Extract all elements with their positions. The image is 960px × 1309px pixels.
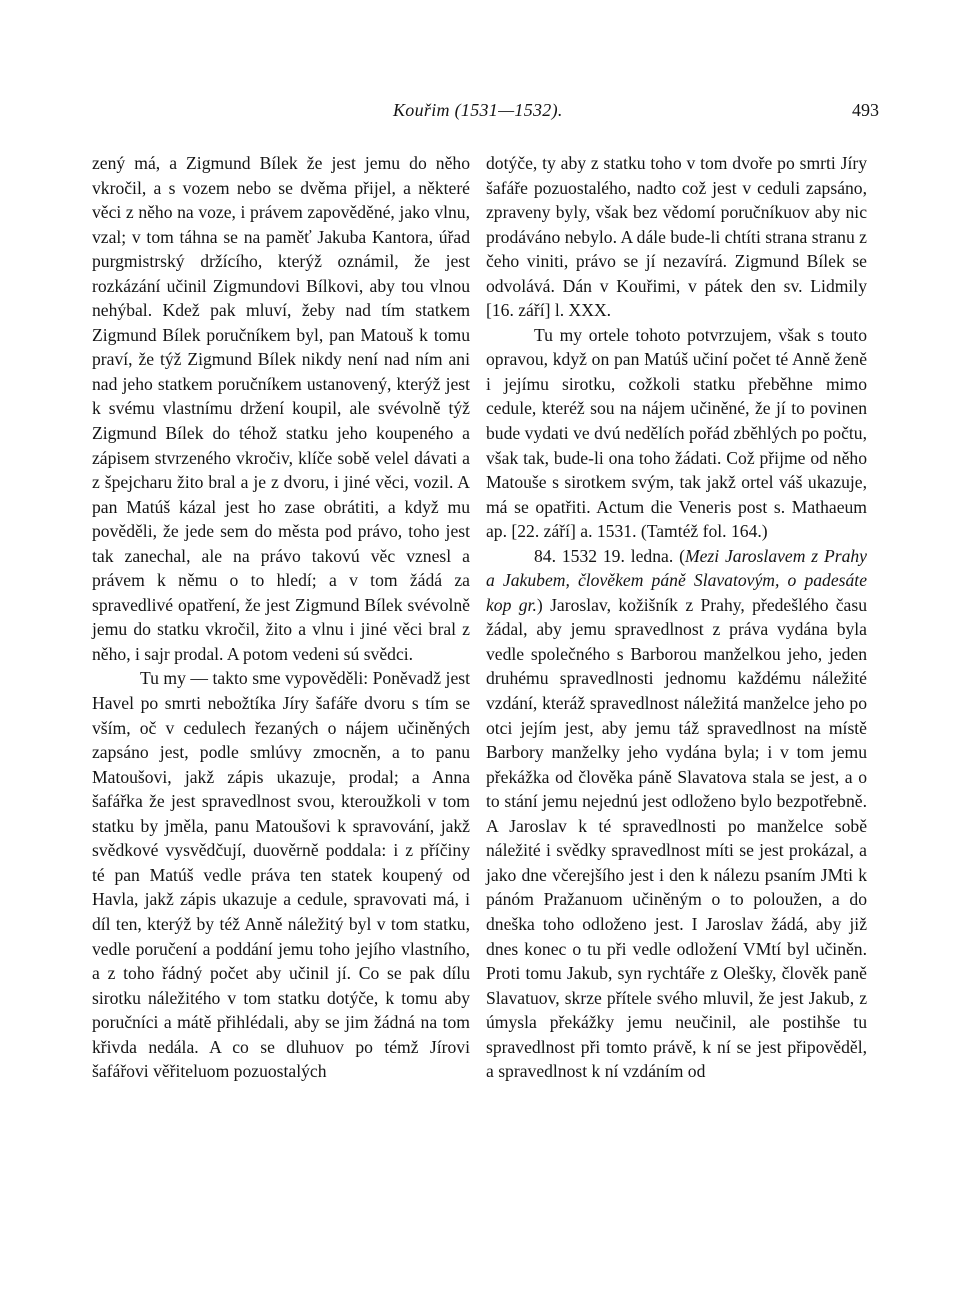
page-header [93, 100, 879, 126]
left-column [92, 151, 470, 1084]
entry-title-italic: Mezi Jaroslavem z Prahy a Jakubem, člověkem páně Slavatovým, o padesáte kop gr. [486, 545, 867, 615]
page-number: 493 [852, 100, 879, 120]
right-paragraph-3 [486, 544, 867, 1084]
entry-lead: 84. 1532 19. ledna. ( [534, 545, 685, 566]
right-paragraph-2: Tu my ortele tohoto potvrzujem, však s touto opravou, když on pan Matúš učiní počet té Anně ženě i jejímu sirotku, cožkoli statku přeběhne mimo cedule, kteréž sou na nájem učiněné, že jí to povinen bude vydati ve dvú nedělích pořád zběhlých po počtu, však tak, bude-li ona toho žádati. Což přijme od něho Matouše s sirotkem svým, tak jakž ortel váš ukazuje, má se opatřiti. Actum die Veneris post s. Mathaeum ap. [22. září] a. 1531. (Tamtéž fol. 164.) [486, 324, 867, 542]
left-paragraph-2: Tu my — takto sme vypověděli: Poněvadž jest Havel po smrti nebožtíka Jíry šafáře dvoru s tím se vším, oč v cedulech řezaných o nájem učiněných zapsáno jest, podle smlúvy zmocněn, a to panu Matoušovi, jakž zápis ukazuje, prodal; a Anna šafářka že jest spravedlnost svou, kteroužkoli v tom statku by jměla, panu Matoušovi k spravování, jakž svědkové vysvědčují, duověrně poddala: i z příčiny té pan Matúš vedle práva ten statek koupený od Havla, jakž zápis ukazuje a cedule, spravovati má, i díl ten, kterýž by též Anně náležitý byl v tom statku, vedle poručení a poddání jemu toho jejího vlastního, a z toho řádný počet aby učinil jí. Co se pak dílu sirotku náležitého v tom statku dotýče, k tomu aby poručníci a mátě přihlédali, aby se jim žádná na tom křivda nedála. A co se dluhuov po témž Jírovi šafářovi věřiteluom pozuostalých [92, 668, 470, 1082]
entry-body: ) Jaroslav, kožišník z Prahy, předešlého času žádal, aby jemu spravedlnost z práva vydána byla vedle společného s Barborou manželkou jeho, jeden druhému spravedlnosti jednomu každému náležité vzdání, kteráž spravedlnost náležitá manželce jeho po otci jejím jest, aby jemu táž spravedlnost na místě Barbory manželky jeho vydána byla; i v tom jemu překážka od člověka páně Slavatova stala se jest, a o to stání jemu nejednú jest odloženo bylo bezpotřebně. A Jaroslav k té spravedlnosti po manželce sobě náležité i svědky spravedlnost míti se jest prokázal, a jako dne včerejšího jest i den k nálezu psaním JMti k pánóm Pražanuom učiněným o to poloužen, a do dneška toho odloženo jest. I Jaroslav žádá, aby již dnes konec o tu při vedle odložení VMtí byl učiněn. Proti tomu Jakub, syn rychtáře z Olešky, člověk paně Slavatuov, skrze přítele svého mluvil, že jest Jakub, z úmysla překážky jemu neučinil, ale postihše tu spravedlnost při tomto právě, k ní se jest připověděl, a spravedlnost k ní vzdáním od [486, 594, 867, 1082]
right-column [486, 151, 867, 1084]
right-paragraph-1: dotýče, ty aby z statku toho v tom dvoře po smrti Jíry šafáře pozuostalého, nadto což jest v ceduli zapsáno, zpraveny byly, však bez vědomí poručníkuov aby nic prodáváno nebylo. A dále bude-li chtíti strana stranu z čeho viniti, právo se jí nezavírá. Zigmund Bílek se odvolává. Dán v Kouřimi, v pátek den sv. Lidmily [16. září] l. XXX. [486, 153, 867, 321]
left-paragraph-1: zený má, a Zigmund Bílek že jest jemu do něho vkročil, a s vozem nebo se dvěma přijel, a některé věci z něho na voze, i právem zapověděné, jako vlnu, vzal; v tom táhna se na paměť Jakuba Kantora, úřad purgmistrský držícího, kterýž oznámil, že jest rozkázání učinil Zigmundovi Bílkovi, aby tou vlnou nehýbal. Kdež pak mluví, žeby nad tím statkem Zigmund Bílek poručníkem byl, pan Matouš k tomu praví, že týž Zigmund Bílek nikdy není nad ním ani nad jeho statkem poručníkem ustanovený, kterýž jest k svému vlastnímu držení koupil, ale svévolně týž Zigmund Bílek do téhož statku jeho koupeného a zápisem stvrzeného vkročiv, klíče sobě velel dávati a z špejcharu žito bral a je z dvoru, i jiné věci, vozil. A pan Matúš kázal jest ho zase obrátiti, a když mu pověděli, že jede sem do města pod právo, toho jest tak zanechal, ale na právo takovú věc vznesl a právem k němu o to hledí; a v tom žádá za spravedlivé opatření, že jest Zigmund Bílek svévolně jemu do statku vkročil, žito a vlnu i jiné věci bral z něho, i sajr prodal. A potom vedeni sú svědci. [92, 153, 470, 664]
running-title: Kouřim (1531—1532). [393, 100, 563, 120]
